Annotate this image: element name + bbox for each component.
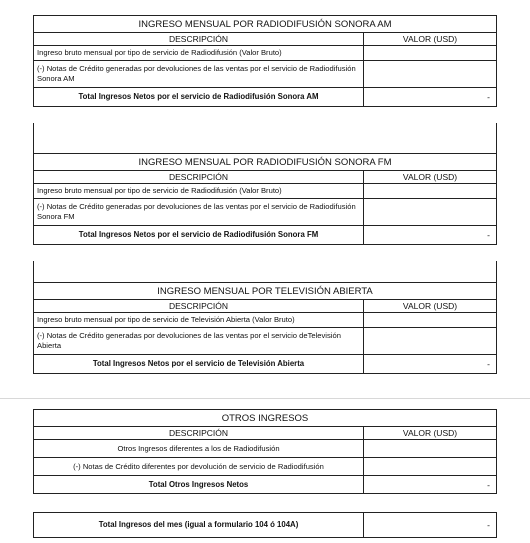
table-row: [34, 45, 496, 60]
grand-total-table: [33, 512, 497, 538]
row-value[interactable]: [364, 458, 496, 475]
total-row: [34, 87, 496, 106]
table-title: [34, 410, 496, 426]
table-title-text: INGRESO MENSUAL POR RADIODIFUSIÓN SONORA AM: [138, 18, 392, 30]
table-header-row: [34, 299, 496, 312]
grand-total-label: Total Ingresos del mes (igual a formulario 104 ó 104A): [34, 513, 364, 537]
table-title: [34, 154, 496, 170]
grand-total-row: [34, 513, 496, 537]
row-label: Ingreso bruto mensual por tipo de servicio de Televisión Abierta (Valor Bruto): [34, 313, 364, 327]
value-header: VALOR (USD): [402, 301, 458, 311]
table-row: [34, 183, 496, 198]
row-label: Otros Ingresos diferentes a los de Radiodifusión: [34, 440, 364, 457]
value-header: VALOR (USD): [402, 172, 458, 182]
row-value[interactable]: [364, 61, 496, 87]
table-title: [34, 283, 496, 299]
spacer: [33, 123, 497, 153]
total-value: -: [487, 230, 490, 240]
table-header-row: [34, 170, 496, 183]
row-value[interactable]: [364, 46, 496, 60]
table-row: [34, 312, 496, 327]
table-am: [33, 15, 497, 107]
description-header: DESCRIPCIÓN: [34, 300, 364, 312]
row-value[interactable]: [364, 328, 496, 354]
description-header: DESCRIPCIÓN: [34, 33, 364, 45]
description-header: DESCRIPCIÓN: [34, 427, 364, 439]
table-row: [34, 439, 496, 457]
table-header-row: [34, 32, 496, 45]
row-label: (-) Notas de Crédito generadas por devoluciones de las ventas por el servicio deTelevisión Abierta: [34, 328, 364, 354]
total-label: Total Otros Ingresos Netos: [34, 476, 364, 493]
value-header: VALOR (USD): [402, 34, 458, 44]
table-row: [34, 198, 496, 225]
row-value[interactable]: [364, 313, 496, 327]
row-label: Ingreso bruto mensual por tipo de servicio de Radiodifusión (Valor Bruto): [34, 184, 364, 198]
table-row: [34, 457, 496, 475]
total-label: Total Ingresos Netos por el servicio de Radiodifusión Sonora FM: [34, 226, 364, 244]
row-label: (-) Notas de Crédito generadas por devoluciones de las ventas por el servicio de Radiodifusión Sonora FM: [34, 199, 364, 225]
table-row: [34, 60, 496, 87]
table-tv: [33, 282, 497, 374]
table-header-row: [34, 426, 496, 439]
total-value: -: [487, 92, 490, 102]
table-otros: [33, 409, 497, 494]
divider: [0, 398, 530, 399]
total-value: -: [487, 359, 490, 369]
total-label: Total Ingresos Netos por el servicio de Radiodifusión Sonora AM: [34, 88, 364, 106]
table-title-text: INGRESO MENSUAL POR RADIODIFUSIÓN SONORA FM: [138, 156, 392, 168]
table-row: [34, 327, 496, 354]
table-fm: [33, 153, 497, 245]
row-label: Ingreso bruto mensual por tipo de servicio de Radiodifusión (Valor Bruto): [34, 46, 364, 60]
table-title: [34, 16, 496, 32]
row-value[interactable]: [364, 440, 496, 457]
total-value: -: [487, 479, 490, 490]
row-label: (-) Notas de Crédito diferentes por devolución de servicio de Radiodifusión: [34, 458, 364, 475]
table-title-text: INGRESO MENSUAL POR TELEVISIÓN ABIERTA: [157, 285, 373, 297]
table-title-text: OTROS INGRESOS: [221, 412, 309, 424]
description-header: DESCRIPCIÓN: [34, 171, 364, 183]
row-label: (-) Notas de Crédito generadas por devoluciones de las ventas por el servicio de Radiodifusión Sonora AM: [34, 61, 364, 87]
spacer: [33, 261, 497, 282]
row-value[interactable]: [364, 199, 496, 225]
value-header: VALOR (USD): [402, 428, 458, 438]
grand-total-value: -: [487, 520, 490, 530]
total-label: Total Ingresos Netos por el servicio de Televisión Abierta: [34, 355, 364, 373]
row-value[interactable]: [364, 184, 496, 198]
total-row: [34, 354, 496, 373]
total-row: [34, 225, 496, 244]
total-row: [34, 475, 496, 493]
